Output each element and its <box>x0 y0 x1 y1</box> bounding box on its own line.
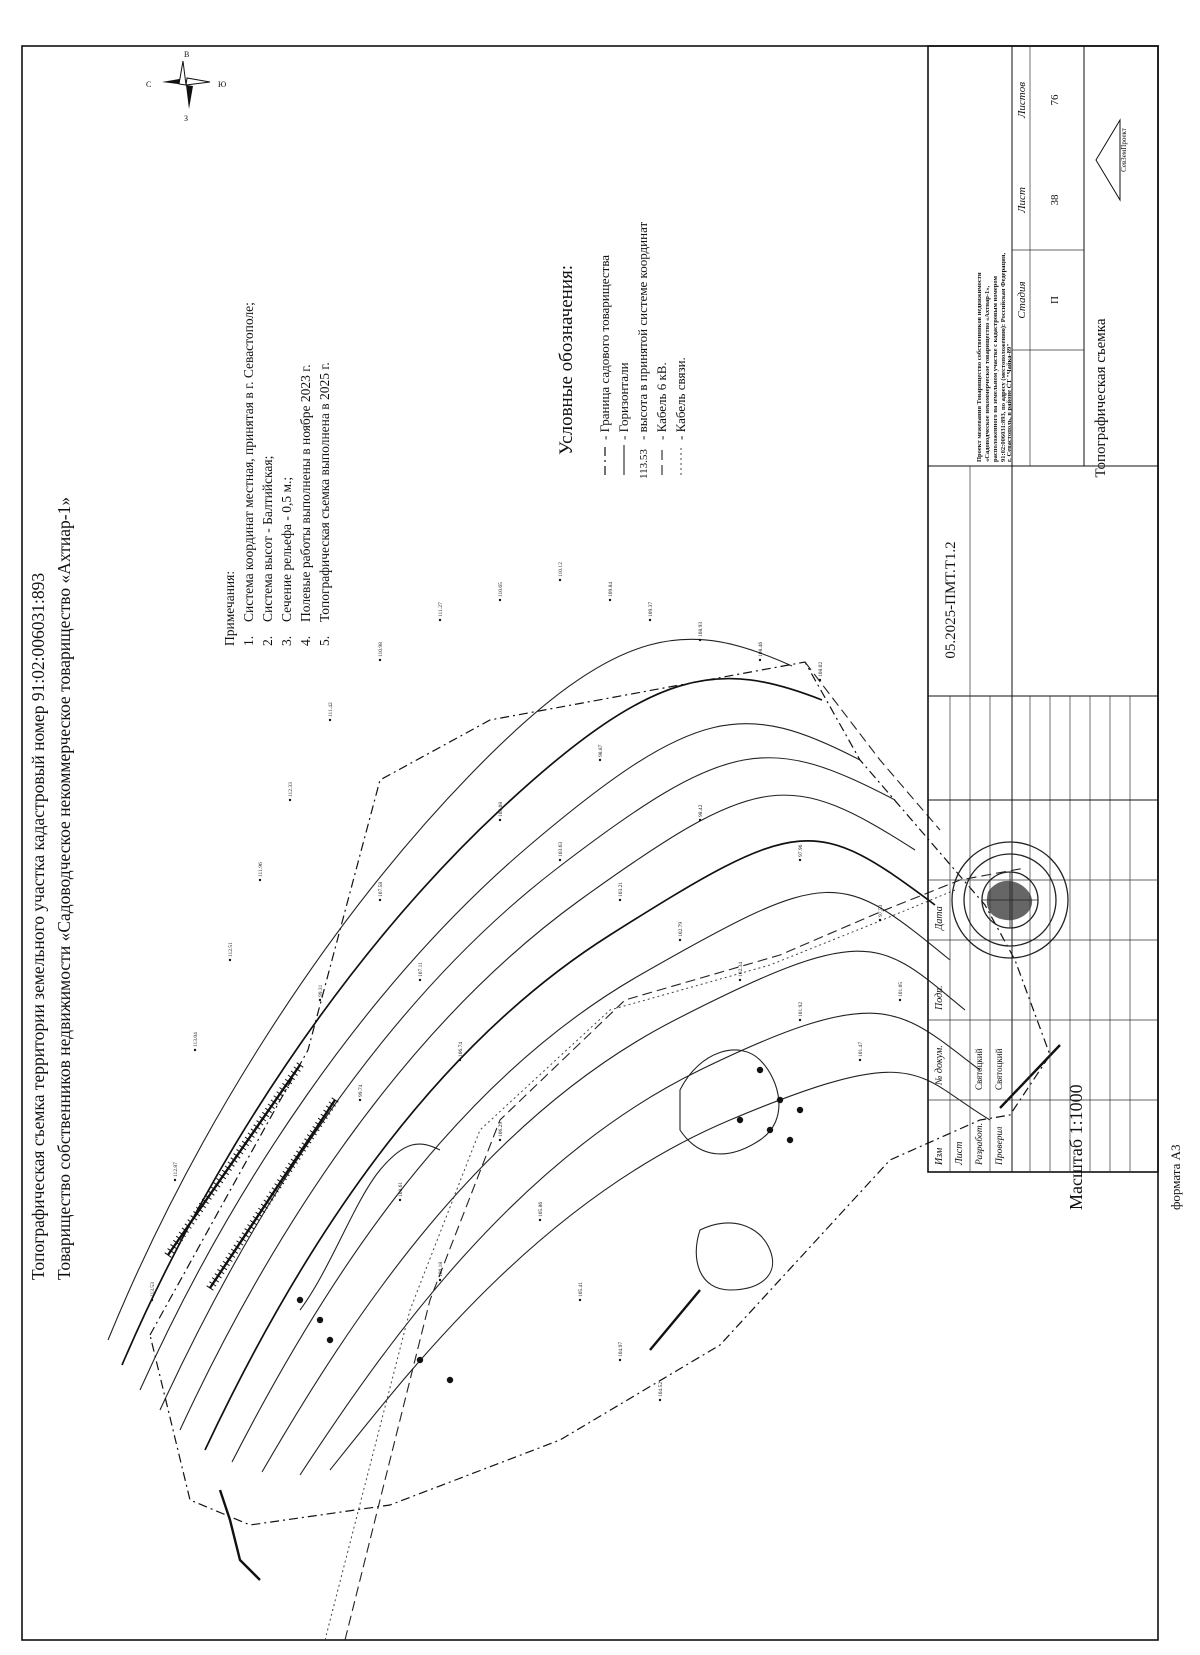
spot-height-label: 105.86 <box>538 1201 544 1217</box>
access-road <box>220 1490 260 1580</box>
spot-height <box>558 562 564 581</box>
legend-item-contour <box>616 362 631 475</box>
spot-height-label: 112.87 <box>173 1162 179 1177</box>
spot-height-label: 104.97 <box>618 1341 624 1357</box>
garden-boundary <box>150 662 1050 1525</box>
spot-height-label: 112.51 <box>228 942 234 957</box>
drawing-code: 05.2025-ПМТ.Т1.2 <box>943 541 959 659</box>
name-checker: Святоцкий <box>994 1048 1004 1090</box>
stage-header: Стадия <box>1016 281 1028 319</box>
project-description <box>976 253 1013 462</box>
spot-height <box>608 582 614 602</box>
sheet-name: Топографическая съемка <box>1093 318 1109 478</box>
spot-height <box>798 844 804 861</box>
notes-heading: Примечания: <box>222 570 237 646</box>
access-road-3 <box>650 1290 700 1350</box>
notes-item-2: Система высот - Балтийская; <box>260 455 275 622</box>
spot-height-label: 111.96 <box>258 862 264 877</box>
legend-block <box>556 221 688 479</box>
project-line-1: Проект межевания Товарищество собственников недвижимости <box>976 272 983 462</box>
spot-height-label: 111.42 <box>328 702 334 717</box>
spot-height <box>378 882 384 902</box>
legend-sample-height: 113.53 <box>638 449 650 479</box>
spot-height <box>398 1182 404 1202</box>
notes-num-5: 5. <box>317 635 332 646</box>
spot-height-label: 108.02 <box>818 661 824 677</box>
title-block-frame <box>928 46 1158 1172</box>
spot-height-label: 98.42 <box>698 804 704 817</box>
role-developer: Разработ. <box>975 1122 985 1165</box>
col-header-list: Лист <box>954 1141 965 1165</box>
notes-num-1: 1. <box>241 635 256 646</box>
spot-height-label: 109.37 <box>648 601 654 617</box>
sheet-title-line1: Топографическая съемка территории земельного участка кадастровый номер 91:02:006031:893 <box>28 572 48 1280</box>
spot-height <box>618 882 624 902</box>
spot-height-label: 112.33 <box>288 782 294 797</box>
legend-label-cable6: - Кабель 6 кВ. <box>654 362 669 440</box>
north-arrow <box>146 50 226 123</box>
east-letter: В <box>184 50 190 59</box>
spot-height-label: 106.29 <box>498 1121 504 1137</box>
spot-height-label: 100.18 <box>438 1261 444 1277</box>
spot-height <box>758 642 764 662</box>
title-block <box>928 46 1158 1172</box>
spot-height-label: 97.96 <box>798 844 804 857</box>
spot-height-label: 109.84 <box>608 581 614 597</box>
tree-icon <box>297 1297 303 1303</box>
spot-height-label: 104.52 <box>658 1381 664 1397</box>
tree-icon <box>327 1337 333 1343</box>
spot-height-label: 107.58 <box>378 881 384 897</box>
spot-height-label: 111.27 <box>438 602 444 617</box>
north-letter: С <box>146 80 152 89</box>
notes-num-4: 4. <box>298 635 313 646</box>
notes-item-4: Полевые работы выполнены в ноябре 2023 г. <box>298 364 313 622</box>
west-letter: З <box>184 114 189 123</box>
tree-icon <box>757 1067 763 1073</box>
legend-item-cable-com <box>673 357 688 475</box>
spot-height-label: 107.11 <box>418 962 424 977</box>
spot-height <box>173 1162 179 1181</box>
spot-height-label: 106.74 <box>458 1041 464 1057</box>
notes-block <box>222 302 332 646</box>
spot-height-label: 102.34 <box>738 961 744 977</box>
col-header-sign: Подп. <box>934 985 945 1010</box>
cable-6kv-line <box>345 868 1025 1640</box>
spot-height <box>438 602 444 621</box>
sheet-header: Лист <box>1016 187 1028 213</box>
spot-height-label: 110.12 <box>558 562 564 577</box>
notes-num-3: 3. <box>279 635 294 646</box>
tree-icon <box>777 1097 783 1103</box>
map-area <box>108 562 1060 1640</box>
notes-item-5: Топографическая съемка выполнена в 2025 г. <box>317 362 332 622</box>
spot-height <box>498 1122 504 1142</box>
col-header-izm: Изм <box>934 1147 945 1165</box>
col-header-date: Дата <box>934 906 945 930</box>
tree-icon <box>447 1377 453 1383</box>
stage-value: П <box>1049 296 1061 304</box>
spot-height <box>658 1382 664 1402</box>
spot-height <box>698 804 704 821</box>
notes-num-2: 2. <box>260 635 275 646</box>
spot-height-label: 103.21 <box>618 881 624 897</box>
spot-height <box>618 1342 624 1362</box>
company-name: СевЗемПроект <box>1120 128 1128 172</box>
spot-height <box>288 782 294 801</box>
embankment-hatch <box>165 1063 339 1290</box>
spot-height-label: 102.79 <box>678 921 684 937</box>
spot-height <box>328 702 334 721</box>
spot-height <box>678 922 684 942</box>
south-letter: Ю <box>218 80 227 89</box>
sheets-header: Листов <box>1016 81 1028 119</box>
spot-height-label: 101.47 <box>858 1041 864 1057</box>
spot-height-label: 99.74 <box>358 1084 364 1097</box>
tree-icon <box>767 1127 773 1133</box>
spot-height <box>878 904 884 921</box>
spot-height <box>598 744 604 761</box>
spot-height-label: 108.93 <box>698 621 704 637</box>
tree-icon <box>787 1137 793 1143</box>
spot-height <box>498 802 504 822</box>
legend-label-height: - высота в принятой системе координат <box>635 221 650 440</box>
spot-height <box>738 962 744 982</box>
spot-height-label: 103.63 <box>558 841 564 857</box>
vegetation-marks <box>297 1067 803 1383</box>
official-seal <box>952 842 1068 958</box>
spot-height <box>558 842 564 862</box>
tree-icon <box>737 1117 743 1123</box>
spot-height-label: 99.31 <box>318 984 324 997</box>
spot-height <box>858 1042 864 1062</box>
spot-height-label: 98.87 <box>598 744 604 757</box>
spot-height <box>258 862 264 881</box>
sheet-number: 38 <box>1049 194 1061 206</box>
spot-height <box>193 1032 199 1051</box>
legend-label-contour: - Горизонтали <box>616 362 631 440</box>
spot-height <box>358 1084 364 1101</box>
spot-height <box>498 582 504 601</box>
role-checker: Проверил <box>995 1126 1005 1165</box>
spot-height <box>578 1282 584 1302</box>
spot-height-label: 101.05 <box>898 981 904 997</box>
spot-height <box>648 602 654 622</box>
scale-label: Масштаб 1:1000 <box>1066 1084 1086 1210</box>
spot-heights <box>150 562 904 1401</box>
legend-item-height <box>635 221 650 479</box>
sheet-title-group <box>28 497 74 1280</box>
company-logo <box>1096 120 1128 200</box>
sheets-total: 76 <box>1049 94 1061 106</box>
spot-height-label: 110.65 <box>498 582 504 597</box>
project-line-4: 91:02:006031:893, по адресу (местоположению): Российская Федерация, <box>1000 252 1007 462</box>
legend-label-cable-com: - Кабель связи. <box>673 357 688 440</box>
legend-heading: Условные обозначения: <box>556 264 577 455</box>
project-line-2: «Садоводческое некоммерческое товарищество «Ахтиар-1», <box>984 285 991 462</box>
spot-height-label: 108.46 <box>758 641 764 657</box>
spot-height-label: 113.53 <box>150 1282 156 1297</box>
spot-height-label: 100.61 <box>398 1181 404 1197</box>
format-label: формата А3 <box>1168 1144 1183 1210</box>
spot-height-label: 113.04 <box>193 1032 199 1047</box>
tree-icon <box>797 1107 803 1113</box>
name-developer: Святоцкий <box>974 1048 984 1090</box>
spot-height <box>798 1002 804 1022</box>
spot-height <box>698 622 704 642</box>
tree-icon <box>317 1317 323 1323</box>
spot-height <box>538 1202 544 1222</box>
project-line-5: г. Севастополь, в районе СТ "Чайка-89" <box>1006 343 1013 462</box>
legend-item-cable6 <box>654 362 669 475</box>
project-line-3: расположенного на земельном участке с кадастровым номером <box>992 276 999 462</box>
spot-height <box>378 642 384 661</box>
legend-label-boundary: - Граница садового товарищества <box>597 254 612 440</box>
col-header-docnum: № докум. <box>934 1045 945 1085</box>
company-logo-icon <box>1096 120 1120 200</box>
pit-outline-2 <box>696 1223 772 1290</box>
spot-height-label: 101.92 <box>798 1001 804 1017</box>
spot-height-label: 104.08 <box>498 801 504 817</box>
comm-cable-line <box>325 890 955 1640</box>
notes-item-1: Система координат местная, принятая в г. Севастополе; <box>241 302 256 622</box>
sheet-title-line2: Товарищество собственников недвижимости «Садоводческое некоммерческое товарищество «Ахтиар-1» <box>54 496 74 1280</box>
cable-6kv-line-2 <box>805 662 940 830</box>
spot-height <box>898 982 904 1002</box>
spot-height-label: 97.53 <box>878 904 884 917</box>
spot-height-label: 110.98 <box>378 642 384 657</box>
spot-height <box>438 1262 444 1282</box>
spot-height <box>228 942 234 961</box>
notes-item-3: Сечение рельефа - 0,5 м.; <box>279 476 294 622</box>
spot-height <box>318 984 324 1001</box>
tree-icon <box>417 1357 423 1363</box>
spot-height-label: 105.41 <box>578 1281 584 1297</box>
legend-item-boundary <box>597 255 612 475</box>
spot-height <box>418 962 424 981</box>
pit-outline <box>680 1050 779 1154</box>
spot-height <box>818 662 824 682</box>
